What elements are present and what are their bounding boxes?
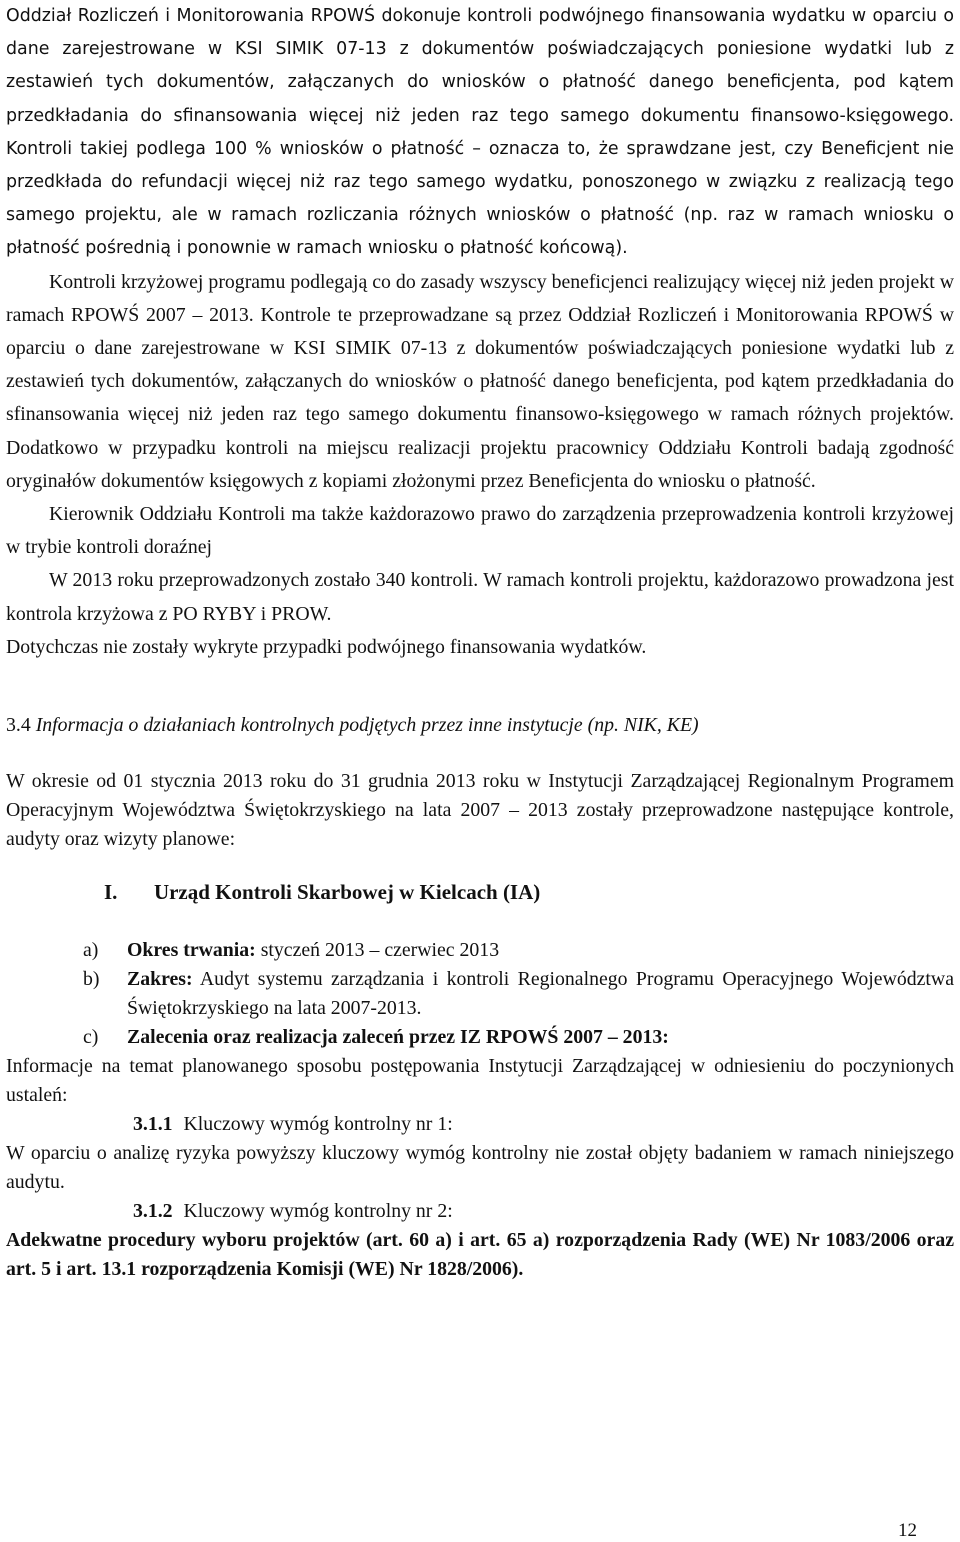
audit-heading	[6, 878, 954, 906]
audit-roman: I.	[104, 880, 118, 905]
requirement-1-heading	[6, 1110, 954, 1139]
requirement-number: 3.1.2	[133, 1200, 173, 1223]
section-number: 3.4	[6, 714, 31, 737]
section-heading	[6, 711, 954, 739]
requirement-number: 3.1.1	[133, 1113, 173, 1136]
requirement-2-heading	[6, 1197, 954, 1226]
item-bold: Zalecenia oraz realizacja zaleceń przez IZ RPOWŚ 2007 – 2013:	[127, 1026, 669, 1049]
list-item	[6, 1023, 954, 1052]
requirement-title: Kluczowy wymóg kontrolny nr 1:	[183, 1113, 453, 1136]
page-number: 12	[898, 1520, 917, 1541]
paragraph-controls-count: W 2013 roku przeprowadzonych zostało 340 kontroli. W ramach kontroli projektu, każdorazowo prowadzona jest kontrola krzyżowa z PO RYBY i PROW.	[6, 569, 954, 625]
paragraph-procedures: Adekwatne procedury wyboru projektów (art. 60 a) i art. 65 a) rozporządzenia Rady (WE) Nr 1083/2006 oraz art. 5 i art. 13.1 rozporządzenia Komisji (WE) Nr 1828/2006).	[6, 1229, 954, 1281]
list-item	[6, 936, 954, 965]
item-label: c)	[83, 1026, 99, 1049]
paragraph-manager-right: Kierownik Oddziału Kontroli ma także każdorazowo prawo do zarządzenia przeprowadzenia kontroli krzyżowej w trybie kontroli doraźnej	[6, 503, 954, 559]
paragraph-information: Informacje na temat planowanego sposobu postępowania Instytucji Zarządzającej w odniesieniu do poczynionych ustaleń:	[6, 1055, 954, 1107]
paragraph-no-cases: Dotychczas nie zostały wykryte przypadki podwójnego finansowania wydatków.	[6, 635, 647, 658]
item-text: Audyt systemu zarządzania i kontroli Regionalnego Programu Operacyjnego Województwa Świętokrzyskiego na lata 2007-2013.	[127, 968, 954, 1020]
paragraph-risk-analysis: W oparciu o analizę ryzyka powyższy kluczowy wymóg kontrolny nie został objęty badaniem w ramach niniejszego audytu.	[6, 1142, 954, 1194]
item-bold: Okres trwania:	[127, 939, 256, 962]
requirement-title: Kluczowy wymóg kontrolny nr 2:	[183, 1200, 453, 1223]
audit-items	[6, 936, 954, 1052]
paragraph-double-financing: Oddział Rozliczeń i Monitorowania RPOWŚ dokonuje kontroli podwójnego finansowania wydatku w oparciu o dane zarejestrowane w KSI SIMIK 07-13 z dokumentów poświadczających poniesione wydatki lub z zestawień tych dokumentów, załączanych do wniosków o płatność danego beneficjenta, pod kątem przedkładania do sfinansowania więcej niż jeden raz tego samego dokumentu finansowo-księgowego. Kontroli takiej podlega 100 % wniosków o płatność – oznacza to, że sprawdzane jest, czy Beneficjent nie przedkłada do refundacji więcej niż raz tego samego wydatku, ponoszonego w związku z realizacją tego samego projektu, ale w ramach rozliczania różnych wniosków o płatność (np. raz w ramach wniosku o płatność pośrednią i ponownie w ramach wniosku o płatność końcową).	[6, 6, 954, 259]
item-bold: Zakres:	[127, 968, 193, 991]
item-label: a)	[83, 939, 99, 962]
document-page	[6, 0, 954, 1284]
audit-title: Urząd Kontroli Skarbowej w Kielcach (IA)	[153, 880, 541, 905]
paragraph-period: W okresie od 01 stycznia 2013 roku do 31 grudnia 2013 roku w Instytucji Zarządzającej Regionalnym Programem Operacyjnym Województwa Świętokrzyskiego na lata 2007 – 2013 zostały przeprowadzone następujące kontrole, audyty oraz wizyty planowe:	[6, 770, 954, 851]
list-item	[6, 965, 954, 1023]
item-text: styczeń 2013 – czerwiec 2013	[255, 939, 500, 962]
paragraph-cross-control: Kontroli krzyżowej programu podlegają co do zasady wszyscy beneficjenci realizujący więcej niż jeden projekt w ramach RPOWŚ 2007 – 2013. Kontrole te przeprowadzane są przez Oddział Rozliczeń i Monitorowania RPOWŚ w oparciu o dane zarejestrowane w KSI SIMIK 07-13 z dokumentów poświadczających poniesione wydatki lub z zestawień tych dokumentów, załączanych do wniosków o płatność danego beneficjenta, pod kątem przedkładania do sfinansowania więcej niż jeden raz tego samego dokumentu finansowo-księgowego w ramach różnych projektów. Dodatkowo w przypadku kontroli na miejscu realizacji projektu pracownicy Oddziału Kontroli badają zgodność oryginałów dokumentów księgowych z kopiami złożonymi przez Beneficjenta do wniosku o płatność.	[6, 270, 954, 492]
item-label: b)	[83, 968, 100, 991]
section-title: Informacja o działaniach kontrolnych podjętych przez inne instytucje (np. NIK, KE)	[35, 714, 699, 737]
